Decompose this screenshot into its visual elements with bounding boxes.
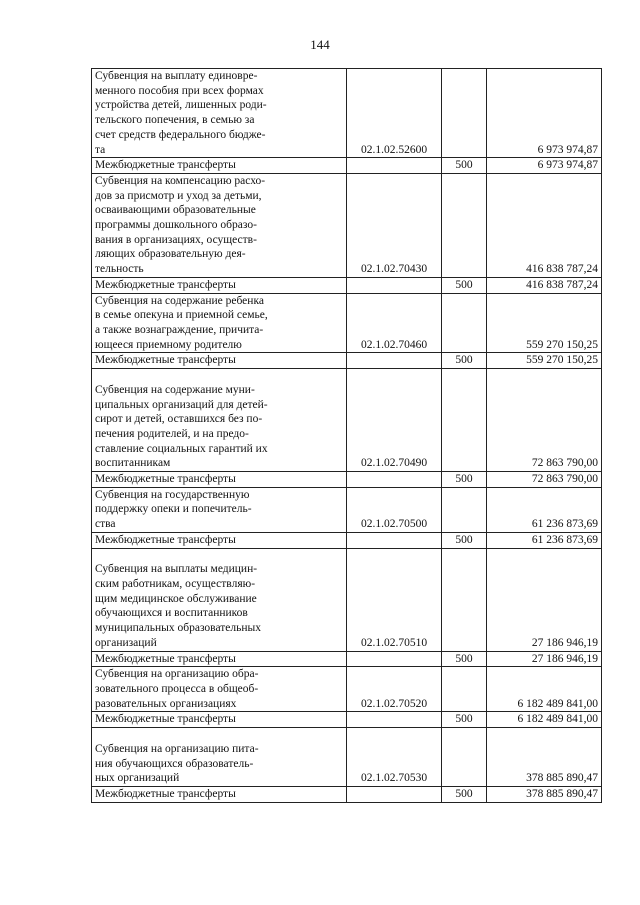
row-vr-cell: 500 bbox=[442, 158, 487, 174]
transfer-row bbox=[92, 532, 602, 548]
row-code-cell bbox=[347, 158, 442, 174]
row-name-cell: Межбюджетные трансферты bbox=[92, 532, 347, 548]
row-name-cell: Межбюджетные трансферты bbox=[92, 472, 347, 488]
row-sum-cell: 72 863 790,00 bbox=[487, 369, 602, 472]
row-sum-cell: 27 186 946,19 bbox=[487, 651, 602, 667]
row-vr-cell bbox=[442, 173, 487, 277]
subvention-row bbox=[92, 173, 602, 277]
row-sum-cell: 559 270 150,25 bbox=[487, 293, 602, 353]
row-vr-cell: 500 bbox=[442, 472, 487, 488]
row-vr-cell: 500 bbox=[442, 787, 487, 803]
subvention-row bbox=[92, 667, 602, 712]
row-sum-cell: 72 863 790,00 bbox=[487, 472, 602, 488]
row-vr-cell: 500 bbox=[442, 532, 487, 548]
row-code-cell bbox=[347, 532, 442, 548]
row-code-cell bbox=[347, 277, 442, 293]
row-name-cell: Межбюджетные трансферты bbox=[92, 787, 347, 803]
row-name-cell: Межбюджетные трансферты bbox=[92, 158, 347, 174]
transfer-row bbox=[92, 353, 602, 369]
row-code-cell: 02.1.02.70460 bbox=[347, 293, 442, 353]
row-vr-cell bbox=[442, 293, 487, 353]
row-sum-cell: 378 885 890,47 bbox=[487, 787, 602, 803]
row-sum-cell: 61 236 873,69 bbox=[487, 487, 602, 532]
row-name-cell: Субвенция на содержание ребенка в семье опекуна и приемной семье, а также вознаграждение, причита- ющееся приемному родителю bbox=[92, 293, 347, 353]
row-code-cell bbox=[347, 353, 442, 369]
subvention-row bbox=[92, 548, 602, 651]
row-code-cell bbox=[347, 472, 442, 488]
row-vr-cell: 500 bbox=[442, 277, 487, 293]
row-name-cell: Субвенция на выплаты медицин- ским работникам, осуществляю- щим медицинское обслуживание обучающихся и воспитанников муниципальных образовательных организаций bbox=[92, 548, 347, 651]
page-number: 144 bbox=[310, 37, 330, 52]
row-name-cell: Межбюджетные трансферты bbox=[92, 651, 347, 667]
row-vr-cell: 500 bbox=[442, 353, 487, 369]
budget-table bbox=[91, 68, 602, 803]
subvention-row bbox=[92, 728, 602, 787]
row-name-cell: Межбюджетные трансферты bbox=[92, 277, 347, 293]
row-code-cell: 02.1.02.70490 bbox=[347, 369, 442, 472]
transfer-row bbox=[92, 158, 602, 174]
row-sum-cell: 378 885 890,47 bbox=[487, 728, 602, 787]
row-vr-cell: 500 bbox=[442, 712, 487, 728]
subvention-row bbox=[92, 69, 602, 158]
row-code-cell: 02.1.02.70510 bbox=[347, 548, 442, 651]
row-name-cell: Субвенция на выплату единовре- менного пособия при всех формах устройства детей, лишенных роди- тельского попечения, в семью за счет средств федерального бюдже- та bbox=[92, 69, 347, 158]
row-name-cell: Субвенция на организацию обра- зовательного процесса в общеоб- разовательных организациях bbox=[92, 667, 347, 712]
transfer-row bbox=[92, 712, 602, 728]
row-vr-cell bbox=[442, 69, 487, 158]
row-code-cell: 02.1.02.70500 bbox=[347, 487, 442, 532]
budget-table-body bbox=[92, 69, 602, 803]
row-code-cell: 02.1.02.70530 bbox=[347, 728, 442, 787]
row-sum-cell: 559 270 150,25 bbox=[487, 353, 602, 369]
subvention-row bbox=[92, 487, 602, 532]
row-sum-cell: 6 973 974,87 bbox=[487, 158, 602, 174]
row-code-cell: 02.1.02.70520 bbox=[347, 667, 442, 712]
row-name-cell: Субвенция на организацию пита- ния обучающихся образователь- ных организаций bbox=[92, 728, 347, 787]
row-sum-cell: 6 182 489 841,00 bbox=[487, 712, 602, 728]
row-sum-cell: 61 236 873,69 bbox=[487, 532, 602, 548]
row-name-cell: Межбюджетные трансферты bbox=[92, 353, 347, 369]
transfer-row bbox=[92, 277, 602, 293]
row-code-cell: 02.1.02.70430 bbox=[347, 173, 442, 277]
row-code-cell bbox=[347, 787, 442, 803]
row-vr-cell bbox=[442, 369, 487, 472]
row-name-cell: Субвенция на государственную поддержку опеки и попечитель- ства bbox=[92, 487, 347, 532]
row-vr-cell bbox=[442, 548, 487, 651]
row-vr-cell bbox=[442, 667, 487, 712]
row-vr-cell bbox=[442, 487, 487, 532]
row-code-cell: 02.1.02.52600 bbox=[347, 69, 442, 158]
row-code-cell bbox=[347, 712, 442, 728]
subvention-row bbox=[92, 369, 602, 472]
transfer-row bbox=[92, 472, 602, 488]
row-sum-cell: 416 838 787,24 bbox=[487, 173, 602, 277]
row-sum-cell: 416 838 787,24 bbox=[487, 277, 602, 293]
subvention-row bbox=[92, 293, 602, 353]
transfer-row bbox=[92, 787, 602, 803]
row-vr-cell: 500 bbox=[442, 651, 487, 667]
row-name-cell: Субвенция на содержание муни- ципальных организаций для детей- сирот и детей, оставшихся без по- печения родителей, и на предо- ставление социальных гарантий их воспитанникам bbox=[92, 369, 347, 472]
row-sum-cell: 6 182 489 841,00 bbox=[487, 667, 602, 712]
row-code-cell bbox=[347, 651, 442, 667]
row-sum-cell: 6 973 974,87 bbox=[487, 69, 602, 158]
row-vr-cell bbox=[442, 728, 487, 787]
row-name-cell: Субвенция на компенсацию расхо- дов за присмотр и уход за детьми, осваивающими образовательные программы дошкольного образо- вания в организациях, осуществ- ляющих образовательную дея- тельность bbox=[92, 173, 347, 277]
row-name-cell: Межбюджетные трансферты bbox=[92, 712, 347, 728]
row-sum-cell: 27 186 946,19 bbox=[487, 548, 602, 651]
transfer-row bbox=[92, 651, 602, 667]
